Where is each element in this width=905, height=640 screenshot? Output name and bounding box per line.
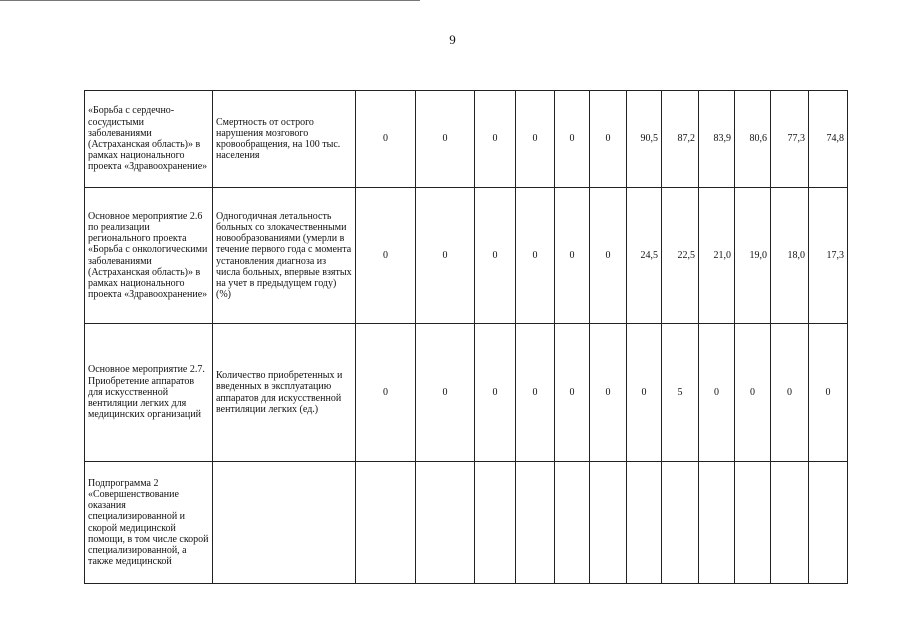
value-cell (627, 462, 662, 584)
value-cell (699, 462, 735, 584)
value-cell: 5 (662, 324, 699, 462)
value-cell: 0 (356, 324, 416, 462)
value-cell: 74,8 (809, 91, 848, 188)
table-row (85, 188, 848, 324)
table-row (85, 462, 848, 584)
value-cell (555, 462, 590, 584)
value-cell (735, 462, 771, 584)
value-cell: 0 (735, 324, 771, 462)
value-cell: 0 (555, 188, 590, 324)
value-cell (590, 462, 627, 584)
value-cell: 17,3 (809, 188, 848, 324)
value-cell (416, 462, 475, 584)
value-cell: 18,0 (771, 188, 809, 324)
value-cell: 0 (590, 188, 627, 324)
measure-name: Основное мероприятие 2.7. Приобретение аппаратов для искусственной вентиляции легких для медицинских организаций (85, 324, 213, 462)
measure-name: «Борьба с сердечно-сосудистыми заболеваниями (Астраханская область)» в рамках национального проекта «Здравоохранение» (85, 91, 213, 188)
value-cell: 24,5 (627, 188, 662, 324)
value-cell (809, 462, 848, 584)
table-row (85, 324, 848, 462)
value-cell: 87,2 (662, 91, 699, 188)
value-cell: 0 (516, 324, 555, 462)
value-cell: 0 (475, 91, 516, 188)
value-cell: 21,0 (699, 188, 735, 324)
value-cell: 0 (356, 91, 416, 188)
value-cell (662, 462, 699, 584)
value-cell: 77,3 (771, 91, 809, 188)
value-cell: 0 (590, 324, 627, 462)
value-cell: 0 (416, 324, 475, 462)
indicator-name: Количество приобретенных и введенных в эксплуатацию аппаратов для искусственной вентиляции легких (ед.) (213, 324, 356, 462)
value-cell: 0 (699, 324, 735, 462)
value-cell: 0 (516, 188, 555, 324)
value-cell: 0 (555, 91, 590, 188)
value-cell: 0 (475, 324, 516, 462)
value-cell: 0 (475, 188, 516, 324)
value-cell: 0 (809, 324, 848, 462)
value-cell (516, 462, 555, 584)
value-cell (475, 462, 516, 584)
value-cell: 0 (555, 324, 590, 462)
value-cell (356, 462, 416, 584)
page-number: 9 (449, 32, 456, 47)
value-cell: 0 (516, 91, 555, 188)
value-cell (771, 462, 809, 584)
value-cell: 0 (771, 324, 809, 462)
value-cell: 83,9 (699, 91, 735, 188)
indicator-name: Одногодичная летальность больных со злокачественными новообразованиями (умерли в течение первого года с момента установления диагноза из числа больных, впервые взятых на учет в предыдущем году) (%) (213, 188, 356, 324)
indicator-name: Смертность от острого нарушения мозгового кровообращения, на 100 тыс. населения (213, 91, 356, 188)
value-cell: 0 (356, 188, 416, 324)
value-cell: 19,0 (735, 188, 771, 324)
measure-name: Подпрограмма 2 «Совершенствование оказания специализированной и скорой медицинской помощи, в том числе скорой специализированной, а также медицинской (85, 462, 213, 584)
indicator-name (213, 462, 356, 584)
value-cell: 0 (416, 188, 475, 324)
value-cell: 22,5 (662, 188, 699, 324)
measure-name: Основное мероприятие 2.6 по реализации регионального проекта «Борьба с онкологическими заболеваниями (Астраханская область)» в рамках национального проекта «Здравоохранение» (85, 188, 213, 324)
value-cell: 0 (627, 324, 662, 462)
program-table (84, 90, 848, 584)
value-cell: 0 (590, 91, 627, 188)
table-row (85, 91, 848, 188)
top-rule (0, 0, 420, 1)
value-cell: 0 (416, 91, 475, 188)
value-cell: 80,6 (735, 91, 771, 188)
value-cell: 90,5 (627, 91, 662, 188)
